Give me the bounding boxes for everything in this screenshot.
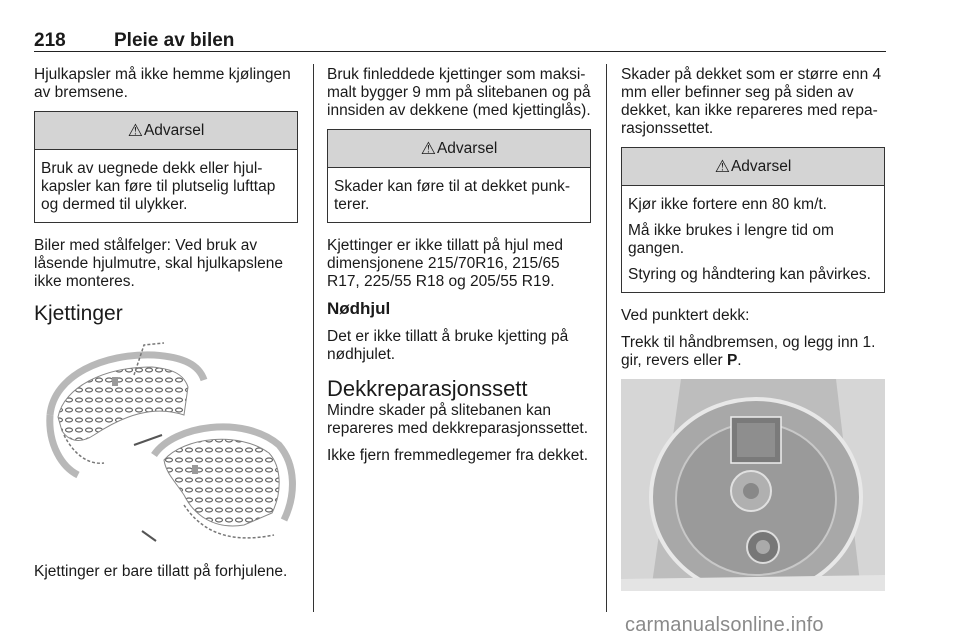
column-divider <box>313 64 314 612</box>
warning-line: Må ikke brukes i lengre tid om gangen. <box>628 222 834 257</box>
column-3 <box>621 66 885 605</box>
section-title: Pleie av bilen <box>114 30 235 51</box>
paragraph: Trekk til håndbremsen, og legg inn 1. gir, revers eller P. <box>621 334 876 369</box>
warning-header <box>622 148 884 186</box>
warning-body <box>328 168 590 222</box>
warning-text: Skader kan føre til at dekket punkterer. <box>334 178 571 213</box>
paragraph: Skader på dekket som er større enn 4 mm eller befinner seg på siden av dekket, kan ikke repareres med reparasjonssettet. <box>621 66 882 137</box>
warning-box <box>327 129 591 223</box>
paragraph: Ved punktert dekk: <box>621 307 750 324</box>
snow-chains-image <box>34 335 298 549</box>
warning-box <box>621 147 885 293</box>
column-1 <box>34 66 298 590</box>
paragraph: Bruk finleddede kjettinger som maksimalt bygger 9 mm på slitebanen og på innsiden av dekkene (med kjettinglås). <box>327 66 591 119</box>
warning-body <box>622 186 884 292</box>
repair-kit-image <box>621 379 885 591</box>
heading-dekkreparasjonssett: Dekkreparasjonssett <box>327 376 528 401</box>
trunk-repair-kit-illustration <box>621 379 885 591</box>
paragraph: Mindre skader på slitebanen kan repareres med dekkreparasjonssettet. <box>327 402 589 437</box>
paragraph: Ikke fjern fremmedlegemer fra dekket. <box>327 447 589 464</box>
page-number: 218 <box>34 30 66 51</box>
column-divider <box>606 64 607 612</box>
warning-header <box>328 130 590 168</box>
page-header <box>34 30 886 52</box>
paragraph: Det er ikke tillatt å bruke kjetting på nødhjulet. <box>327 328 569 363</box>
heading-kjettinger: Kjettinger <box>34 302 123 325</box>
chain-net <box>58 367 188 441</box>
warning-triangle-icon: ⚠ <box>127 120 143 140</box>
warning-text: Bruk av uegnede dekk eller hjulkapsler kan føre til plutselig lufttap og dermed til ulykker. <box>41 160 276 213</box>
paragraph: Kjettinger er ikke tillatt på hjul med dimensjonene 215/70R16, 215/65 R17, 225/55 R18 og 205/55 R19. <box>327 237 564 290</box>
paragraph: Hjulkapsler må ikke hemme kjølingen av bremsene. <box>34 66 291 101</box>
warning-header <box>35 112 297 150</box>
paragraph: Biler med stålfelger: Ved bruk av låsende hjulmutre, skal hjulkapslene ikke monteres. <box>34 237 284 290</box>
warning-line: Kjør ikke fortere enn 80 km/t. <box>628 196 827 213</box>
watermark: carmanualsonline.info <box>625 614 824 636</box>
warning-title: Advarsel <box>730 157 792 175</box>
gear-p-label: P <box>726 352 738 369</box>
warning-title: Advarsel <box>436 139 498 157</box>
snow-chains-illustration <box>34 335 298 549</box>
warning-box <box>34 111 298 223</box>
warning-line: Styring og håndtering kan påvirkes. <box>628 266 871 283</box>
warning-triangle-icon: ⚠ <box>714 156 730 176</box>
heading-nodhjul: Nødhjul <box>327 299 391 318</box>
image-caption: Kjettinger er bare tillatt på forhjulene. <box>34 563 288 580</box>
warning-title: Advarsel <box>143 121 205 139</box>
chain-net <box>164 439 279 526</box>
column-2 <box>327 66 591 474</box>
warning-body <box>35 150 297 222</box>
warning-triangle-icon: ⚠ <box>420 138 436 158</box>
